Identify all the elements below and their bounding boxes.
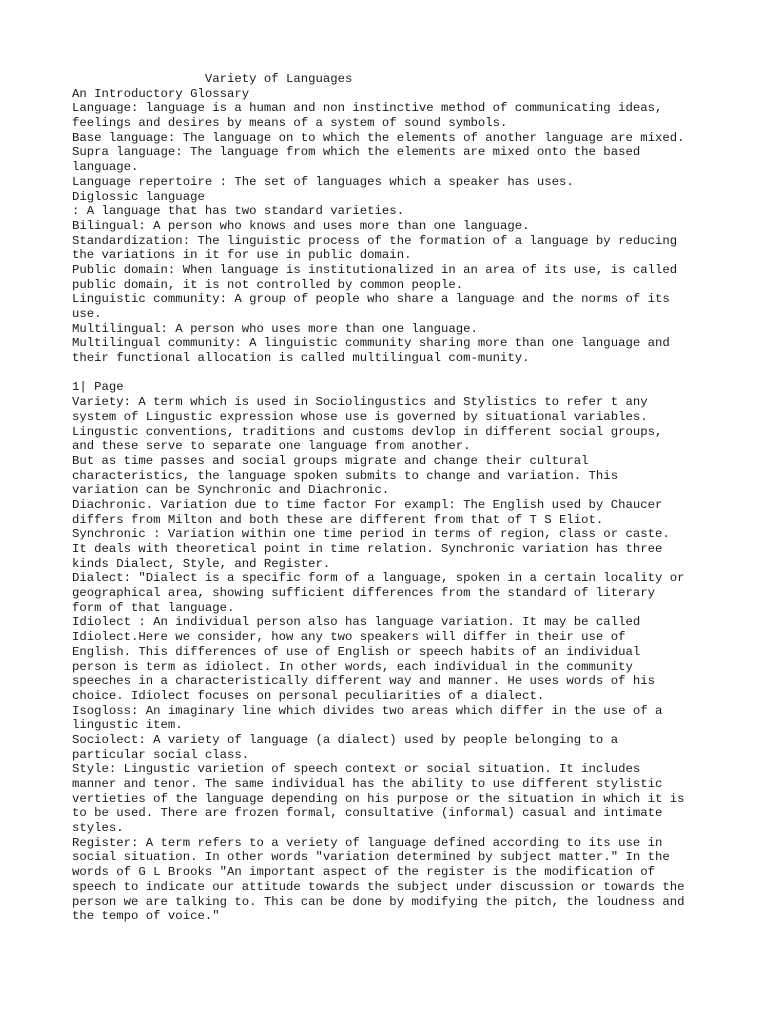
text-block (72, 380, 712, 923)
text-line: Standardization: The linguistic process of the formation of a language by reducing (72, 233, 678, 248)
text-block (72, 87, 712, 366)
text-line: variation can be Synchronic and Diachronic. (72, 483, 390, 498)
text-line: Diachronic. Variation due to time factor For exampl: The English used by Chaucer (72, 497, 663, 512)
text-line: An Introductory Glossary (72, 86, 250, 101)
text-line: speeches in a characteristically different way and manner. He uses words of his (72, 674, 655, 689)
text-line: Linguistic community: A group of people who share a language and the norms of its (72, 292, 670, 307)
text-line: characteristics, the language spoken submits to change and variation. This (72, 468, 619, 483)
text-line: Style: Lingustic varietion of speech context or social situation. It includes (72, 762, 641, 777)
text-line: Dialect: "Dialect is a specific form of a language, spoken in a certain locality or (72, 571, 685, 586)
text-line: their functional allocation is called multilingual com-munity. (72, 351, 530, 366)
text-line: social situation. In other words "variation determined by subject matter." In the (72, 850, 670, 865)
text-line: Base language: The language on to which the elements of another language are mixed. (72, 130, 685, 145)
text-line: and these serve to separate one language from another. (72, 439, 471, 454)
text-line: : A language that has two standard varieties. (72, 204, 405, 219)
text-line: Sociolect: A variety of language (a dialect) used by people belonging to a (72, 732, 619, 747)
document-body (72, 87, 712, 924)
text-line: It deals with theoretical point in time relation. Synchronic variation has three (72, 542, 663, 556)
text-line: words of G L Brooks "An important aspect of the register is the modification of (72, 865, 655, 880)
text-line: form of that language. (72, 600, 235, 615)
text-line: styles. (72, 821, 124, 836)
text-line: person we are talking to. This can be done by modifying the pitch, the loudness and (72, 894, 685, 909)
text-line: kinds Dialect, Style, and Register. (72, 556, 331, 571)
text-line: manner and tenor. The same individual has the ability to use different stylistic (72, 777, 663, 791)
text-line: vertieties of the language depending on his purpose or the situation in which it is (72, 791, 685, 806)
text-line: But as time passes and social groups migrate and change their cultural (72, 453, 589, 468)
text-line: English. This differences of use of English or speech habits of an individual (72, 644, 641, 659)
document-title: Variety of Languages (72, 72, 353, 86)
document-page (72, 72, 712, 924)
text-line: to be used. There are frozen formal, consultative (informal) casual and intimate (72, 806, 663, 821)
text-line: use. (72, 307, 102, 321)
text-line: differs from Milton and both these are different from that of T S Eliot. (72, 512, 604, 527)
text-line: Idiolect.Here we consider, how any two speakers will differ in their use of (72, 630, 626, 645)
text-line: person is term as idiolect. In other words, each individual in the community (72, 659, 633, 674)
text-line: Idiolect : An individual person also has language variation. It may be called (72, 615, 641, 630)
text-line: Variety: A term which is used in Sociolingustics and Stylistics to refer t any (72, 395, 648, 410)
text-line: Supra language: The language from which the elements are mixed onto the based (72, 145, 641, 160)
text-line: Diglossic language (72, 189, 205, 204)
text-line: Register: A term refers to a veriety of language defined according to its use in (72, 835, 663, 850)
text-line: particular social class. (72, 747, 250, 762)
text-line: feelings and desires by means of a system of sound symbols. (72, 116, 508, 131)
text-line: geographical area, showing sufficient differences from the standard of literary (72, 586, 655, 601)
text-line: public domain, it is not controlled by common people. (72, 277, 464, 292)
text-line: Multilingual: A person who uses more than one language. (72, 321, 478, 336)
text-line: Language repertoire : The set of languages which a speaker has uses. (72, 174, 574, 189)
paragraph-gap (72, 366, 712, 381)
text-line: Isogloss: An imaginary line which divides two areas which differ in the use of a (72, 703, 663, 718)
text-line: Synchronic : Variation within one time period in terms of region, class or caste. (72, 527, 670, 542)
text-line: Bilingual: A person who knows and uses more than one language. (72, 218, 530, 233)
text-line: Multilingual community: A linguistic community sharing more than one language and (72, 336, 670, 351)
text-line: the variations in it for use in public domain. (72, 248, 412, 263)
text-line: the tempo of voice." (72, 909, 220, 924)
text-line: Lingustic conventions, traditions and customs devlop in different social groups, (72, 424, 663, 439)
text-line: speech to indicate our attitude towards the subject under discussion or towards the (72, 879, 685, 894)
text-line: language. (72, 160, 139, 175)
text-line: Public domain: When language is institutionalized in an area of its use, is called (72, 262, 678, 277)
text-line: 1| Page (72, 380, 124, 395)
text-line: choice. Idiolect focuses on personal peculiarities of a dialect. (72, 688, 545, 703)
text-line: system of Lingustic expression whose use is governed by situational variables. (72, 409, 648, 424)
text-line: lingustic item. (72, 718, 183, 733)
text-line: Language: language is a human and non instinctive method of communicating ideas, (72, 101, 663, 116)
